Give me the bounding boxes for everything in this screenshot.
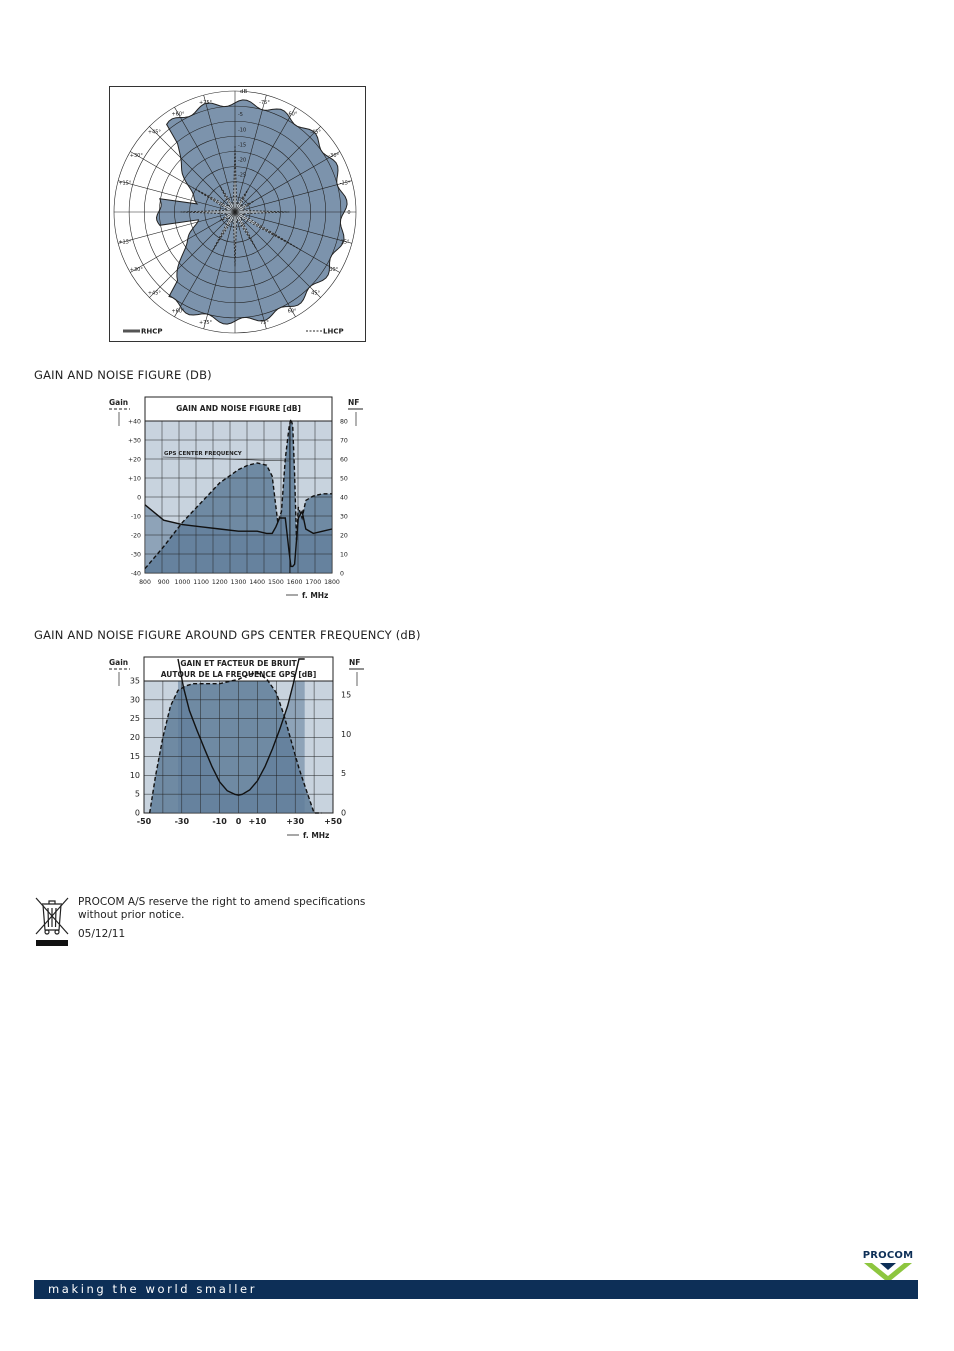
polar-angle-label: +45° [147,129,161,136]
chart1-nf-tick: 50 [340,475,348,483]
chart1-x-tick: 1700 [305,579,322,586]
chart1-nf-tick: 20 [340,532,348,540]
polar-angle-label: +30° [129,267,143,273]
chart2-xlabel: f. MHz [303,831,330,840]
chart2-left-axis-label: Gain [109,658,129,667]
chart2-x-tick: +50 [324,817,342,826]
chart1-annotation: GPS CENTER FREQUENCY [164,451,242,457]
polar-ring-label: -5 [238,112,243,119]
chart2-nf-tick: 15 [341,690,352,700]
legend-rhcp-label: RHCP [141,327,163,336]
polar-radiation-pattern [109,86,366,342]
chart2-right-axis-label: NF [349,658,361,667]
chart2-nf-tick: 0 [341,808,347,818]
polar-angle-label: 45° [311,290,321,297]
chart1-x-tick: 1100 [193,579,209,586]
polar-ring-label: -25 [238,172,247,179]
polar-angle-label: -30° [328,153,340,159]
notice-date: 05/12/11 [78,928,126,940]
chart1-gain-tick: 0 [137,494,141,502]
polar-angle-label: 0 [347,210,351,216]
polar-plot-area [114,91,356,333]
polar-angle-label: +15° [118,180,132,187]
chart2-subtitle: AUTOUR DE LA FREQUENCE GPS [dB] [160,670,317,679]
chart2-gain-tick: 0 [134,808,140,818]
chart1-nf-tick: 70 [340,437,348,445]
polar-angle-label: +15° [118,239,132,246]
chart2-x-tick: +30 [286,817,305,826]
polar-angle-label: +75° [198,320,213,327]
section-heading-gain-nf-gps: GAIN AND NOISE FIGURE AROUND GPS CENTER FREQUENCY (dB) [34,628,421,642]
gain-nf-gps-chart [105,656,367,844]
polar-angle-label: 15° [340,239,350,246]
chart2-x-tick: +10 [248,817,267,826]
polar-angle-label: +45° [147,290,161,297]
chart1-nf-tick: 40 [340,494,348,502]
chart2-gain-tick: 35 [129,676,140,686]
chart2-nf-tick: 10 [341,729,352,739]
chart1-gain-tick: -40 [130,570,141,578]
polar-angle-label: 75° [260,320,269,327]
chart1-gain-tick: +30 [127,437,141,445]
chart2-gain-tick: 15 [129,751,140,761]
chart1-x-tick: 1300 [230,579,247,586]
chart2-gain-tick: 10 [129,770,140,780]
chart2-gain-tick: 20 [129,733,140,743]
polar-angle-label: -15° [339,180,351,187]
chart2-x-tick: 0 [235,817,242,826]
polar-angle-label: 60° [287,308,297,315]
legal-notice [78,896,365,941]
notice-line-2: without prior notice. [78,909,185,921]
weee-bin-icon [34,896,70,948]
gain-nf-chart [105,396,367,604]
polar-angle-label: +75° [198,99,213,106]
gain-nf-gps-chart-svg [105,656,367,844]
section-heading-gain-nf: GAIN AND NOISE FIGURE (DB) [34,368,212,382]
footer-bar [34,1280,918,1299]
polar-db-label: dB [240,89,248,95]
notice-line-1: PROCOM A/S reserve the right to amend specifications [78,896,366,908]
footer-tagline: making the world smaller [48,1282,258,1296]
chart1-nf-tick: 30 [340,513,348,521]
chart1-nf-tick: 10 [340,551,348,559]
polar-angle-label: +60° [171,111,185,118]
chart2-x-tick: -30 [174,817,190,826]
legend-lhcp-label: LHCP [323,327,344,336]
polar-angle-label: -45° [310,129,321,136]
gain-nf-chart-svg [105,396,367,604]
polar-angle-label: +60° [171,308,185,315]
polar-ring-label: -10 [238,127,247,134]
polar-angle-label: 30° [329,267,339,273]
chart1-left-axis-label: Gain [109,398,129,407]
chart1-x-tick: 1800 [324,579,340,586]
procom-logo-text: PROCOM [862,1250,914,1261]
chart1-title: GAIN AND NOISE FIGURE [dB] [176,404,301,413]
chart1-gain-tick: +20 [127,456,141,464]
polar-angle-label: +30° [129,153,143,159]
chart1-gain-tick: +40 [127,418,141,426]
chart1-x-tick: 900 [157,579,170,586]
chart2-gain-tick: 30 [129,695,140,705]
polar-ring-label: -15 [238,142,247,149]
chart2-gain-tick: 5 [134,789,140,799]
chart1-xlabel: f. MHz [302,591,329,600]
chart1-x-tick: 800 [139,579,151,586]
polar-ring-label: -20 [238,157,247,164]
polar-angle-label: -60° [286,111,298,118]
chart1-gain-tick: -20 [130,532,141,540]
chart2-nf-tick: 5 [341,769,347,779]
polar-angle-label: -75° [259,99,270,106]
chart2-x-tick: -50 [136,817,152,826]
chart1-gain-tick: +10 [127,475,141,483]
chart1-x-tick: 1200 [211,579,228,586]
chart1-gain-tick: -10 [130,513,141,521]
chart1-x-tick: 1000 [174,579,191,586]
chart1-x-tick: 1400 [249,579,266,586]
polar-svg [109,86,366,342]
chart2-gain-tick: 25 [129,714,140,724]
chart1-nf-tick: 60 [340,456,348,464]
chart1-x-tick: 1500 [268,579,284,586]
chart1-nf-tick: 80 [340,418,348,426]
chart2-title: GAIN ET FACTEUR DE BRUIT [180,659,297,668]
chart1-right-axis-label: NF [348,398,360,407]
chart2-x-tick: -10 [212,817,227,826]
chart1-x-tick: 1600 [286,579,303,586]
chart1-gain-tick: -30 [130,551,141,559]
chart1-nf-tick: 0 [340,570,344,578]
